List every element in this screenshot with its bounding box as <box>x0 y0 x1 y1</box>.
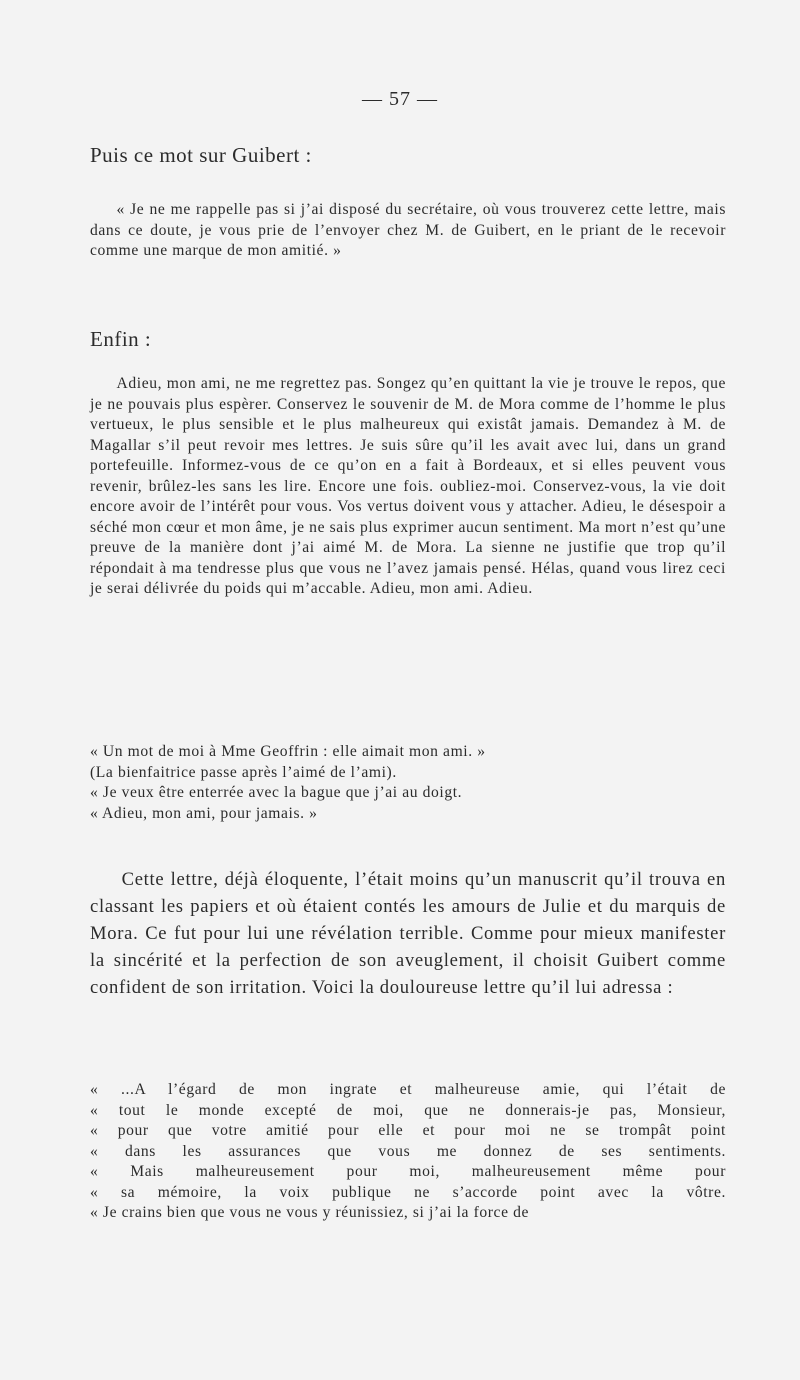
quote-line: « pour que votre amitié pour elle et pour moi ne se trompât point <box>90 1122 726 1139</box>
closing-line-bienfaitrice: (La bienfaitrice passe après l’aimé de l’ami). <box>90 763 397 781</box>
quote-line: « tout le monde excepté de moi, que ne donnerais-je pas, Monsieur, <box>90 1101 726 1119</box>
closing-line-adieu: « Adieu, mon ami, pour jamais. » <box>90 804 318 822</box>
quote-line: « Mais malheureusement pour moi, malheureusement même pour <box>90 1163 726 1180</box>
paragraph-text: Adieu, mon ami, ne me regrettez pas. Songez qu’en quittant la vie je trouve le repos, que je ne pouvais plus espèrer. Conservez le souvenir de M. de Mora comme de l’homme le plus vertueux, le plus sensible et le plus malheureux qui existât jamais. Demandez à M. de Magallar s’il peut revoir mes lettres. Je suis sûre qu’il les avait avec lui, dans un grand portefeuille. Informez-vous de ce qu’on en a fait à Bordeaux, et si elles peuvent vous revenir, brûlez-les sans les lire. Encore une fois. oubliez-moi. Conservez-vous, la vie doit encore avoir de l’intérêt pour vous. Vos vertus doivent vous y attacher. Adieu, le désespoir a séché mon cœur et mon âme, je ne sais plus exprimer aucun sentiment. Ma mort n’est qu’une preuve de la manière dont j’ai aimé M. de Mora. La sienne ne justifie que trop qu’il répondait à ma tendresse plus que vous ne l’avez jamais pensé. Hélas, quand vous lirez ceci je serai délivrée du poids qui m’accable. Adieu, mon ami. Adieu. <box>90 375 726 597</box>
paragraph-note-guibert <box>90 200 726 262</box>
quoted-letter <box>90 1080 726 1224</box>
paragraph-text: « Je ne me rappelle pas si j’ai disposé du secrétaire, où vous trouverez cette lettre, mais dans ce doute, je vous prie de l’envoyer chez M. de Guibert, en le priant de le recevoir comme une marque de mon amitié. » <box>90 201 726 259</box>
quote-line: « dans les assurances que vous me donnez de ses sentiments. <box>90 1142 726 1160</box>
section-heading-guibert: Puis ce mot sur Guibert : <box>90 143 312 167</box>
quote-line: « Je crains bien que vous ne vous y réunissiez, si j’ai la force de <box>90 1204 530 1221</box>
paragraph-text: Cette lettre, déjà éloquente, l’était moins qu’un manuscrit qu’il trouva en classant les papiers et où étaient contés les amours de Julie et du marquis de Mora. Ce fut pour lui une révélation terrible. Comme pour mieux manifester la sincérité et la perfection de son aveuglement, il choisit Guibert comme confident de son irritation. Voici la douloureuse lettre qu’il lui adressa : <box>90 869 726 998</box>
closing-line-bague: « Je veux être enterrée avec la bague que j’ai au doigt. <box>90 784 463 801</box>
page-number: — 57 — <box>362 88 438 110</box>
closing-line-geoffrin: « Un mot de moi à Mme Geoffrin : elle aimait mon ami. » <box>90 743 486 760</box>
quote-line: « sa mémoire, la voix publique ne s’accorde point avec la vôtre. <box>90 1183 726 1201</box>
paragraph-adieu-letter <box>90 374 726 600</box>
section-heading-enfin: Enfin : <box>90 327 152 351</box>
closing-lines <box>90 742 726 824</box>
quote-line: « ...A l’égard de mon ingrate et malheureuse amie, qui l’était de <box>90 1081 726 1098</box>
paragraph-narrative <box>90 866 726 1001</box>
